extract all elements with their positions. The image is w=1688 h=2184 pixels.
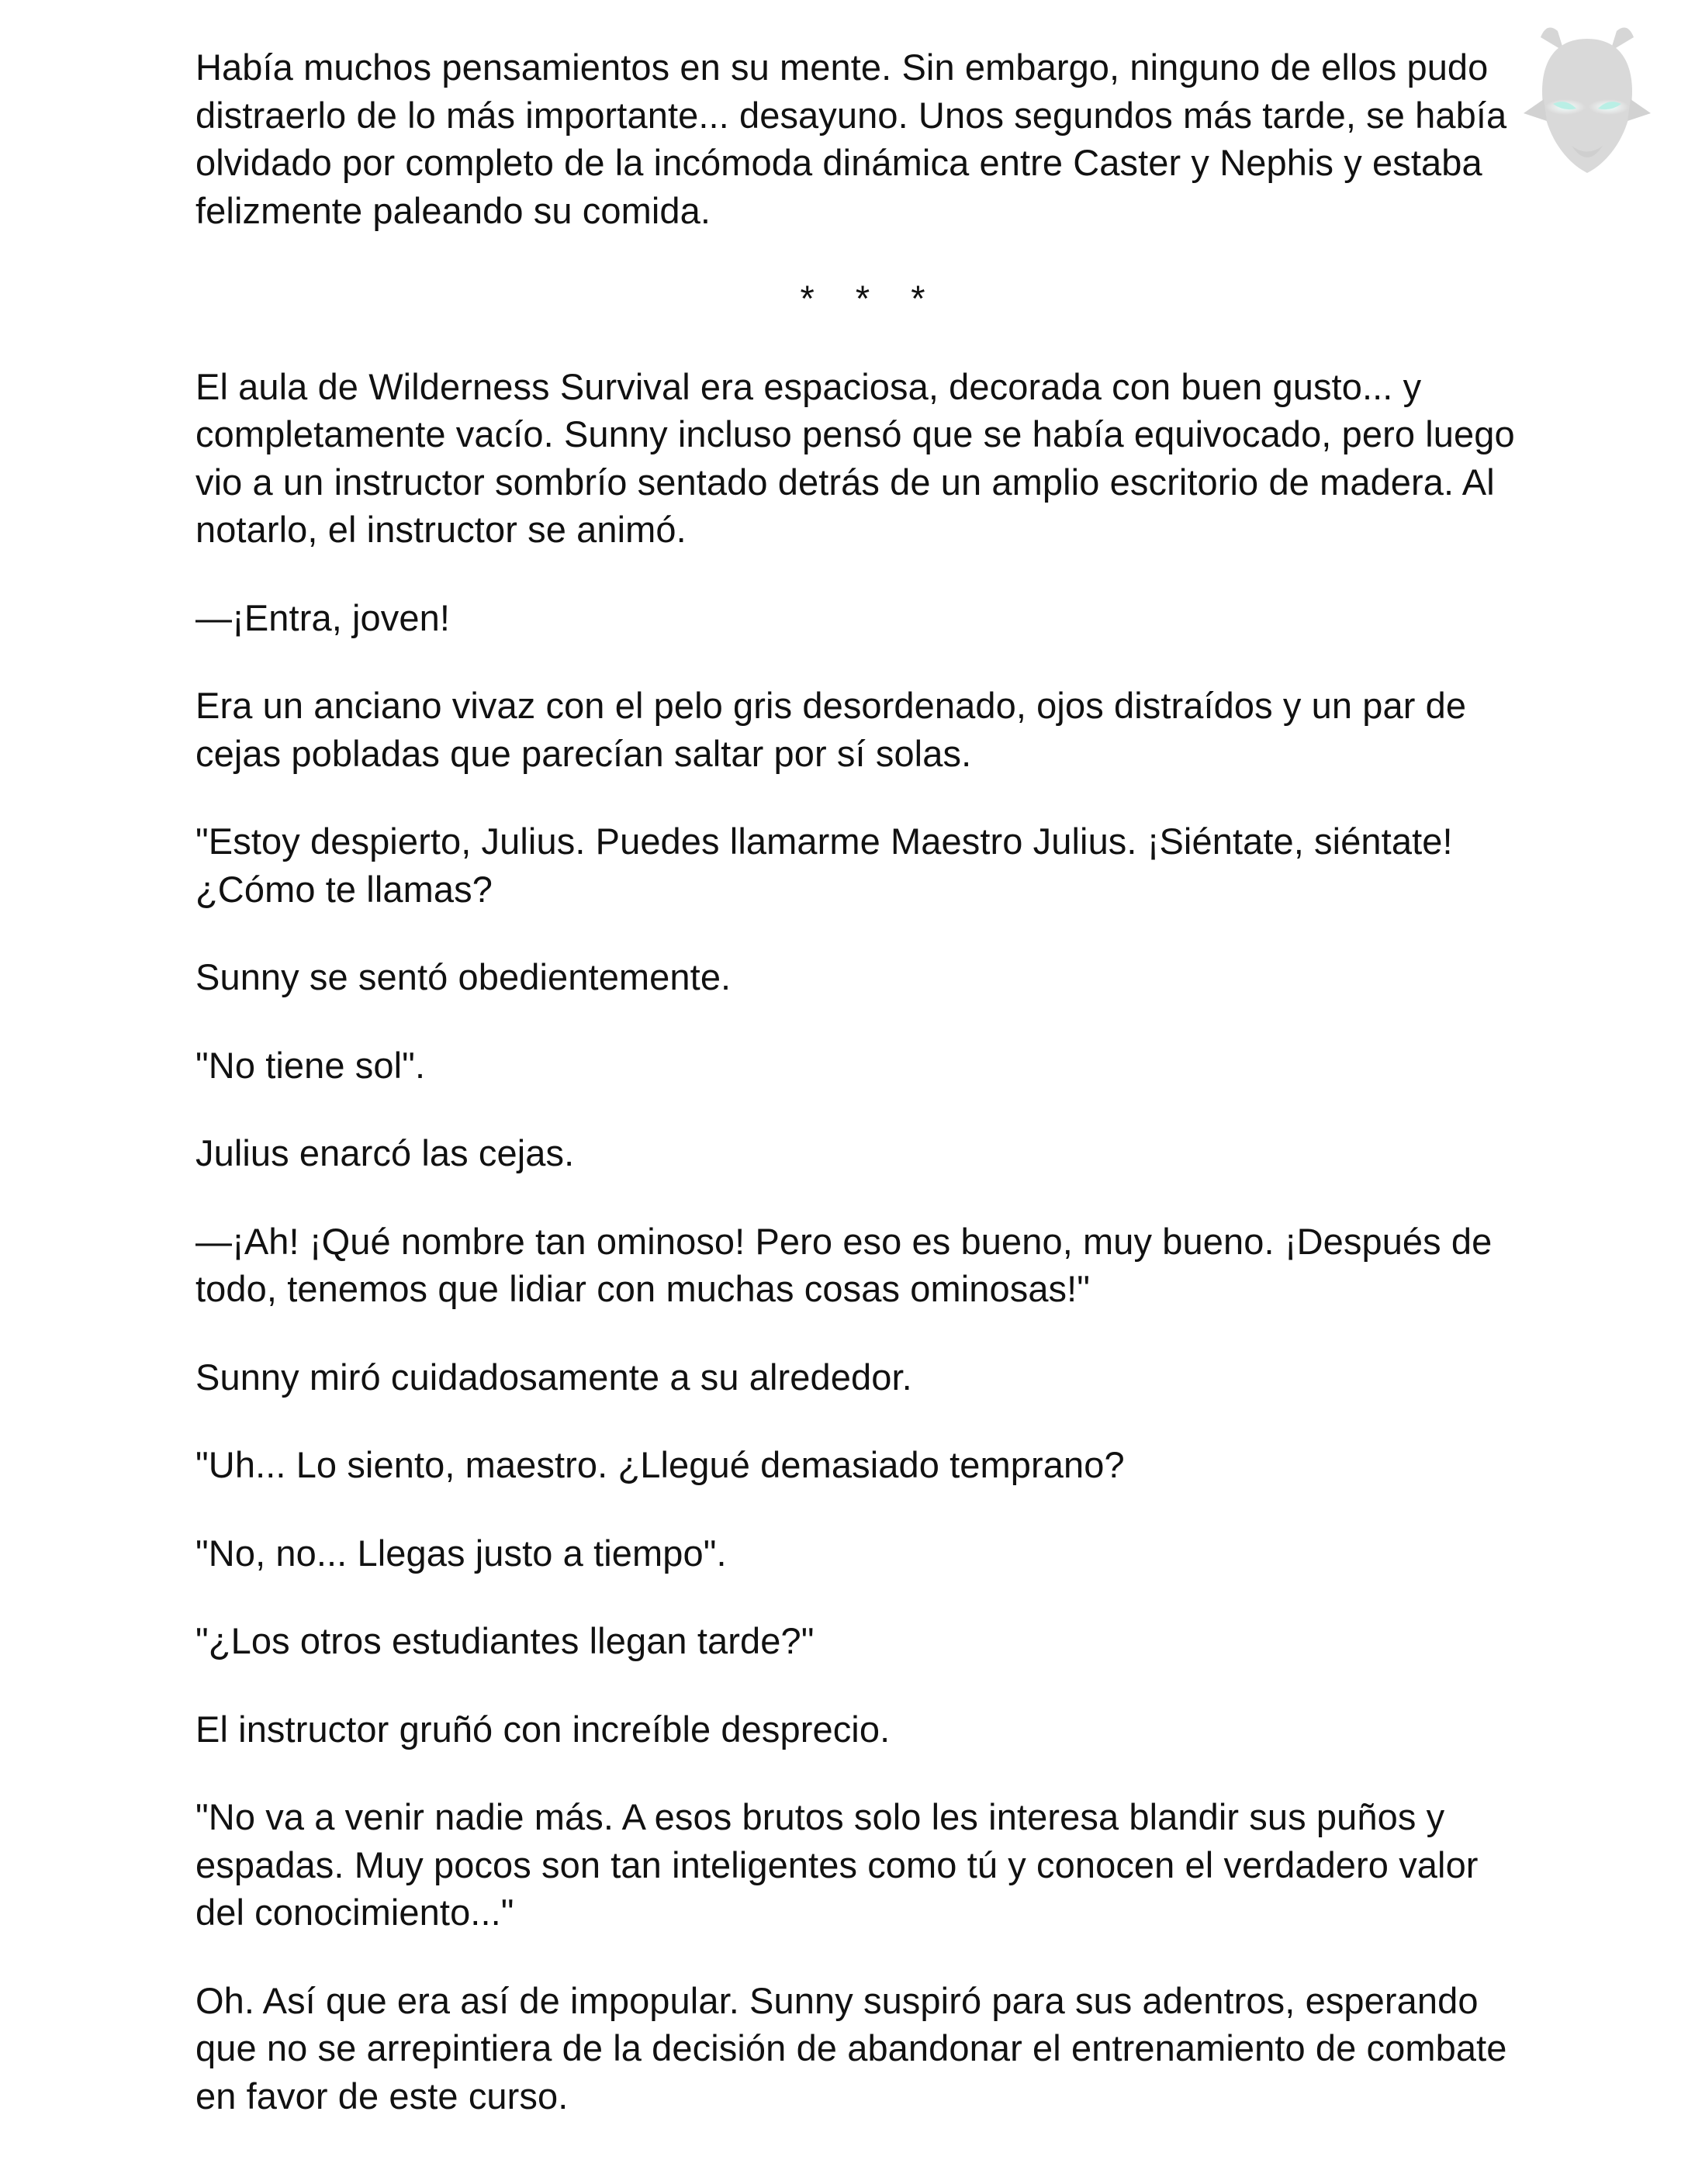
paragraph: —¡Ah! ¡Qué nombre tan ominoso! Pero eso es bueno, muy bueno. ¡Después de todo, tenemos que lidiar con muchas cosas ominosas!" — [195, 1220, 1493, 1309]
paragraph: "No va a venir nadie más. A esos brutos solo les interesa blandir sus puños y espadas. Muy pocos son tan inteligentes como tú y conocen el verdadero valor del conocimiento..." — [195, 1796, 1479, 1933]
paragraph: Julius enarcó las cejas. — [195, 1132, 575, 1173]
demon-mask-icon — [1510, 14, 1665, 185]
paragraph: "Estoy despierto, Julius. Puedes llamarme Maestro Julius. ¡Siéntate, siéntate! ¿Cómo te llamas? — [195, 821, 1453, 910]
paragraph: El aula de Wilderness Survival era espaciosa, decorada con buen gusto... y completamente vacío. Sunny incluso pensó que se había equivocado, pero luego vio a un instructor sombrío sentado detrás de un amplio escritorio de madera. Al notarlo, el instructor se animó. — [195, 365, 1515, 550]
paragraph: Sunny miró cuidadosamente a su alrededor. — [195, 1356, 912, 1398]
paragraph: "No tiene sol". — [195, 1044, 426, 1086]
paragraph: Oh. Así que era así de impopular. Sunny suspiró para sus adentros, esperando que no se arrepintiera de la decisión de abandonar el entrenamiento de combate en favor de este curso. — [195, 1979, 1507, 2117]
paragraph: Había muchos pensamientos en su mente. Sin embargo, ninguno de ellos pudo distraerlo de lo más importante... desayuno. Unos segundos más tarde, se había olvidado por completo de la incómoda dinámica entre Caster y Nephis y estaba felizmente paleando su comida. — [195, 47, 1507, 231]
paragraph: Sunny se sentó obedientemente. — [195, 956, 732, 997]
paragraph: El instructor gruñó con increíble desprecio. — [195, 1708, 891, 1750]
scene-separator: * * * — [800, 278, 941, 319]
paragraph: "No, no... Llegas justo a tiempo". — [195, 1532, 727, 1574]
paragraph: —¡Entra, joven! — [195, 596, 451, 638]
paragraph: Era un anciano vivaz con el pelo gris desordenado, ojos distraídos y un par de cejas pobladas que parecían saltar por sí solas. — [195, 685, 1467, 774]
paragraph: "Uh... Lo siento, maestro. ¿Llegué demasiado temprano? — [195, 1444, 1125, 1485]
paragraph: "¿Los otros estudiantes llegan tarde?" — [195, 1620, 815, 1661]
document-body — [195, 43, 1530, 2160]
